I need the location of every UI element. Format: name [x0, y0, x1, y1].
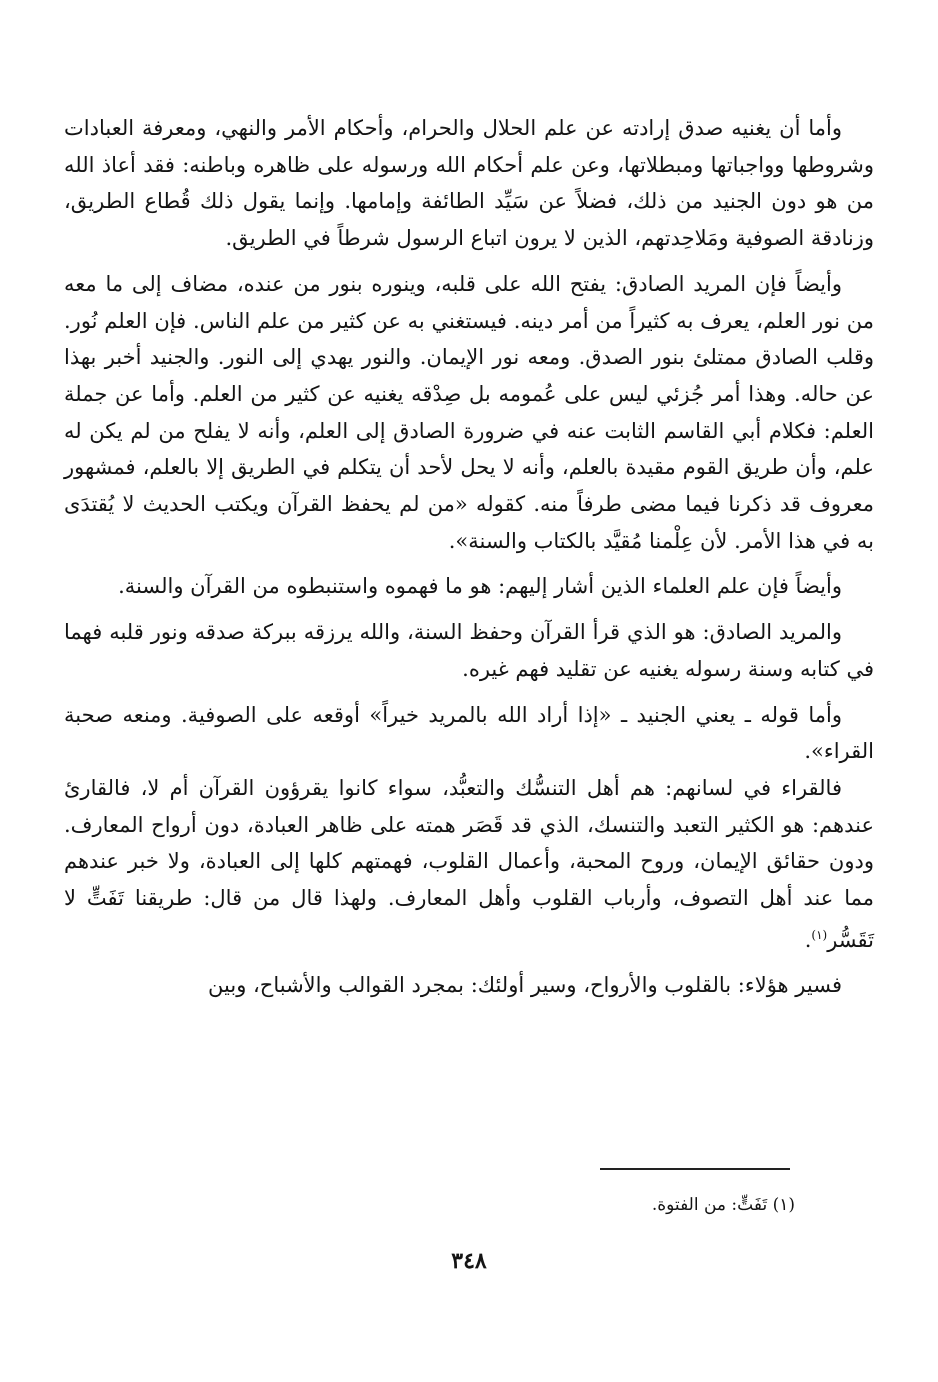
paragraph-1: وأما أن يغنيه صدق إرادته عن علم الحلال والحرام، وأحكام الأمر والنهي، ومعرفة العبادات وشروطها وواجباتها ومبطلاتها، وعن علم أحكام الله ورسوله على ظاهره وباطنه: فقد أعاذ الله من هو دون الجنيد من ذلك، فضلاً عن سَيِّد الطائفة وإمامها. وإنما يقول ذلك قُطاع الطريق، وزنادقة الصوفية ومَلاحِدتهم، الذين لا يرون اتباع الرسول شرطاً في الطريق. [64, 116, 874, 251]
footnote-divider [600, 1168, 790, 1170]
footnote: (١) تَفَتٍّ: من الفتوة. [651, 1195, 795, 1215]
paragraph-6: فالقراء في لسانهم: هم أهل التنسُّك والتعبُّد، سواء كانوا يقرؤون القرآن أم لا، فالقارئ عندهم: هو الكثير التعبد والتنسك، الذي قد قَصَر همته على ظاهر العبادة، دون أرواح المعارف. ودون حقائق الإيمان، وروح المحبة، وأعمال القلوب، فهمتهم كلها إلى العبادة، ولا خبر عندهم مما عند أهل التصوف، وأرباب القلوب وأهل المعارف. ولهذا قال من قال: طريقنا تَفَتٍّ لا تَقَسُّر$^{(١)}$. [64, 775, 874, 952]
footnote-reference: (١) [811, 927, 828, 942]
paragraph-4: والمريد الصادق: هو الذي قرأ القرآن وحفظ السنة، والله يرزقه ببركة صدقه ونور قلبه فهما في كتابه وسنة رسوله يغنيه عن تقليد فهم غيره. [64, 620, 874, 681]
body-text [64, 110, 874, 1004]
paragraph-3: وأيضاً فإن علم العلماء الذين أشار إليهم: هو ما فهموه واستنبطوه من القرآن والسنة. [118, 574, 842, 599]
paragraph-7: فسير هؤلاء: بالقلوب والأرواح، وسير أولئك: بمجرد القوالب والأشباح، وبين [208, 973, 842, 998]
page-number: ٣٤٨ [451, 1248, 487, 1274]
paragraph-5: وأما قوله ـ يعني الجنيد ـ «إذا أراد الله بالمريد خيراً» أوقعه على الصوفية. ومنعه صحبة القراء». [64, 702, 874, 764]
paragraph-6-text: فالقراء في لسانهم: هم أهل التنسُّك والتعبُّد، سواء كانوا يقرؤون القرآن أم لا، فالقارئ عندهم: هو الكثير التعبد والتنسك، الذي قد قَصَر همته على ظاهر العبادة، دون أرواح المعارف. ودون حقائق الإيمان، وروح المحبة، وأعمال القلوب، فهمتهم كلها إلى العبادة، ولا خبر عندهم مما عند أهل التصوف، وأرباب القلوب وأهل المعارف. ولهذا قال من قال: طريقنا تَفَتٍّ لا تَقَسُّر [64, 775, 874, 952]
paragraph-2: وأيضاً فإن المريد الصادق: يفتح الله على قلبه، وينوره بنور من عنده، مضاف إلى ما معه من نور العلم، يعرف به كثيراً من أمر دينه. فيستغني به عن كثير من علم الناس. فإن العلم نُور. وقلب الصادق ممتلئ بنور الصدق. ومعه نور الإيمان. والنور يهدي إلى النور. والجنيد أخبر بهذا عن حاله. وهذا أمر جُزئي ليس على عُمومه بل صِدْقه يغنيه عن كثير من العلم. وأما عن جملة العلم: فكلام أبي القاسم الثابت عنه في ضرورة الصادق إلى العلم، وأنه لا يفلح من لم يكن له علم، وأن طريق القوم مقيدة بالعلم، وأنه لا يحل لأحد أن يتكلم في الطريق إلا بالعلم، فمشهور معروف قد ذكرنا فيما مضى طرفاً منه. كقوله «من لم يحفظ القرآن ويكتب الحديث لا يُقتدَى به في هذا الأمر. لأن عِلْمنا مُقيَّد بالكتاب والسنة». [64, 271, 874, 553]
